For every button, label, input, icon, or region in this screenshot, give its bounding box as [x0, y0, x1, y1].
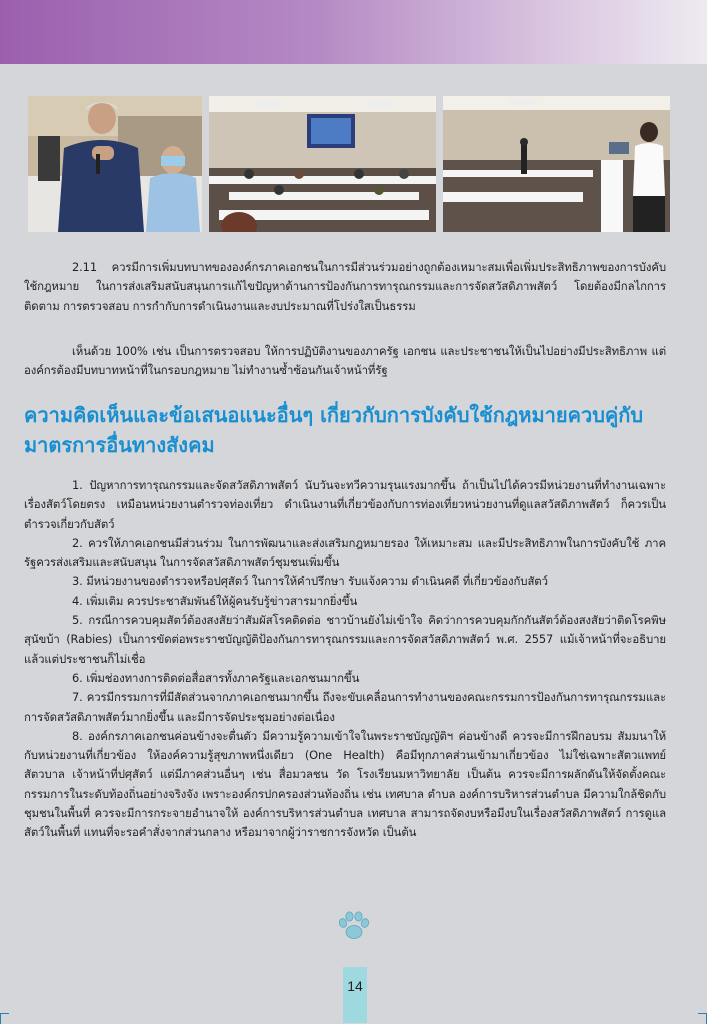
- page-number: 14: [347, 978, 363, 994]
- photo-presenter-laptop: [443, 96, 670, 232]
- photo-strip: [28, 96, 670, 232]
- header-band: [0, 0, 707, 64]
- list-item: 3. มีหน่วยงานของตำรวจหรือปศุสัตว์ ในการให้คำปรึกษา รับแจ้งความ ดำเนินคดี ที่เกี่ยวข้องกับสัตว์: [72, 574, 548, 589]
- recommendation-list: [24, 476, 666, 843]
- list-item: 8. องค์กรภาคเอกชนค่อนข้างจะตื่นตัว มีความรู้ความเข้าใจในพระราชบัญญัติฯ ค่อนข้างดี ควรจะมีการฝึกอบรม สัมมนาให้กับหน่วยงานที่เกี่ยวข้อง ให้องค์ความรู้สุขภาพหนึ่งเดียว (One Health) คือมีทุกภาคส่วนเข้ามาเกี่ยวข้อง ไม่ใช่เฉพาะสัตวแพทย์ สัตวบาล เจ้าหน้าที่ปศุสัตว์ แต่มีภาคส่วนอื่นๆ เช่น สื่อมวลชน วัด โรงเรียนมหาวิทยาลัย เป็นต้น ควรจะมีการผลักดันให้จัดตั้งคณะกรรมการในระดับท้องถิ่นอย่างจริงจัง เพราะองค์กรปกครองส่วนท้องถิ่น เช่น เทศบาล ตำบล องค์การบริหารส่วนตำบล มีความใกล้ชิดกับชุมชนในพื้นที่ ควรจะมีการกระจายอำนาจให้ องค์การบริหารส่วนตำบล เทศบาล สามารถจัดงบหรือมีงบในเรื่องสวัสดิภาพสัตว์ การดูแลสัตว์ในพื้นที่ แทนที่จะรอคำสั่งจากส่วนกลาง หรือมาจากผู้ว่าราชการจังหวัด เป็นต้น: [24, 728, 666, 840]
- paw-icon: [337, 910, 371, 942]
- corner-mark-left: [0, 1013, 9, 1024]
- photo-meeting-room: [209, 96, 436, 232]
- list-item: 2. ควรให้ภาคเอกชนมีส่วนร่วม ในการพัฒนาและส่งเสริมกฎหมายรอง ให้เหมาะสม และมีประสิทธิภาพในการบังคับใช้ ภาครัฐควรส่งเสริมและสนับสนุน ในการจัดสวัสดิภาพสัตว์ชุมชนเพิ่มขึ้น: [24, 535, 666, 570]
- list-item: 6. เพิ่มช่องทางการติดต่อสื่อสารทั้งภาครัฐและเอกชนมากขึ้น: [72, 670, 360, 685]
- photo-speaker: [28, 96, 202, 232]
- list-item: 4. เพิ่มเติม ควรประชาสัมพันธ์ให้ผู้คนรับรู้ข่าวสารมากยิ่งขึ้น: [72, 593, 358, 608]
- corner-mark-right: [698, 1013, 707, 1024]
- paragraph-2-11: 2.11 ควรมีการเพิ่มบทบาทขององค์กรภาคเอกชนในการมีส่วนร่วมอย่างถูกต้องเหมาะสมเพื่อเพิ่มประสิทธิภาพของการบังคับใช้กฎหมาย ในการส่งเสริมสนับสนุนการแก้ไขปัญหาด้านการป้องกันการทารุณกรรมและการจัดสวัสดิภาพสัตว์ โดยต้องมีกลไกการติดตาม การตรวจสอบ การกำกับการดำเนินงานและงบประมาณที่โปร่งใสเป็นธรรม: [24, 260, 666, 313]
- section-heading: ความคิดเห็นและข้อเสนอแนะอื่นๆ เกี่ยวกับการบังคับใช้กฎหมายควบคู่กับมาตรการอื่นทางสังคม: [24, 403, 644, 457]
- list-item: 5. กรณีการควบคุมสัตว์ต้องสงสัยว่าสัมผัสโรคติดต่อ ชาวบ้านยังไม่เข้าใจ คิดว่าการควบคุมกักกันสัตว์ต้องสงสัยว่าติดโรคพิษสุนัขบ้า (Rabies) เป็นการขัดต่อพระราชบัญญัติป้องกันการทารุณกรรมและการจัดสวัสดิภาพสัตว์ พ.ศ. 2557 แม้เจ้าหน้าที่จะอธิบายแล้วแต่ประชาชนก็ไม่เชื่อ: [24, 613, 666, 666]
- list-item: 1. ปัญหาการทารุณกรรมและจัดสวัสดิภาพสัตว์ นับวันจะทวีความรุนแรงมากขึ้น ถ้าเป็นไปได้ควรมีหน่วยงานที่ทำงานเฉพาะเรื่องสัตว์โดยตรง เหมือนหน่วยงานตำรวจท่องเที่ยว ดำเนินงานที่เกี่ยวข้องกับการท่องเที่ยวหน่วยงานที่ดูแลสวัสดิภาพสัตว์ ก็ควรเป็นตำรวจเกี่ยวกับสัตว์: [24, 478, 666, 531]
- paragraph-agree: เห็นด้วย 100% เช่น เป็นการตรวจสอบ ให้การปฏิบัติงานของภาครัฐ เอกชน และประชาชนให้เป็นไปอย่างมีประสิทธิภาพ แต่องค์กรต้องมีบทบาทหน้าที่ในกรอบกฎหมาย ไม่ทำงานซ้ำซ้อนกันเจ้าหน้าที่รัฐ: [24, 344, 666, 378]
- page-number-tab: [343, 967, 367, 1023]
- list-item: 7. ควรมีกรรมการที่มีสัดส่วนจากภาคเอกชนมากขึ้น ถึงจะขับเคลื่อนการทำงานของคณะกรรมการป้องกันการทารุณกรรมและการจัดสวัสดิภาพสัตว์มากยิ่งขึ้น และมีการจัดประชุมอย่างต่อเนื่อง: [24, 690, 666, 724]
